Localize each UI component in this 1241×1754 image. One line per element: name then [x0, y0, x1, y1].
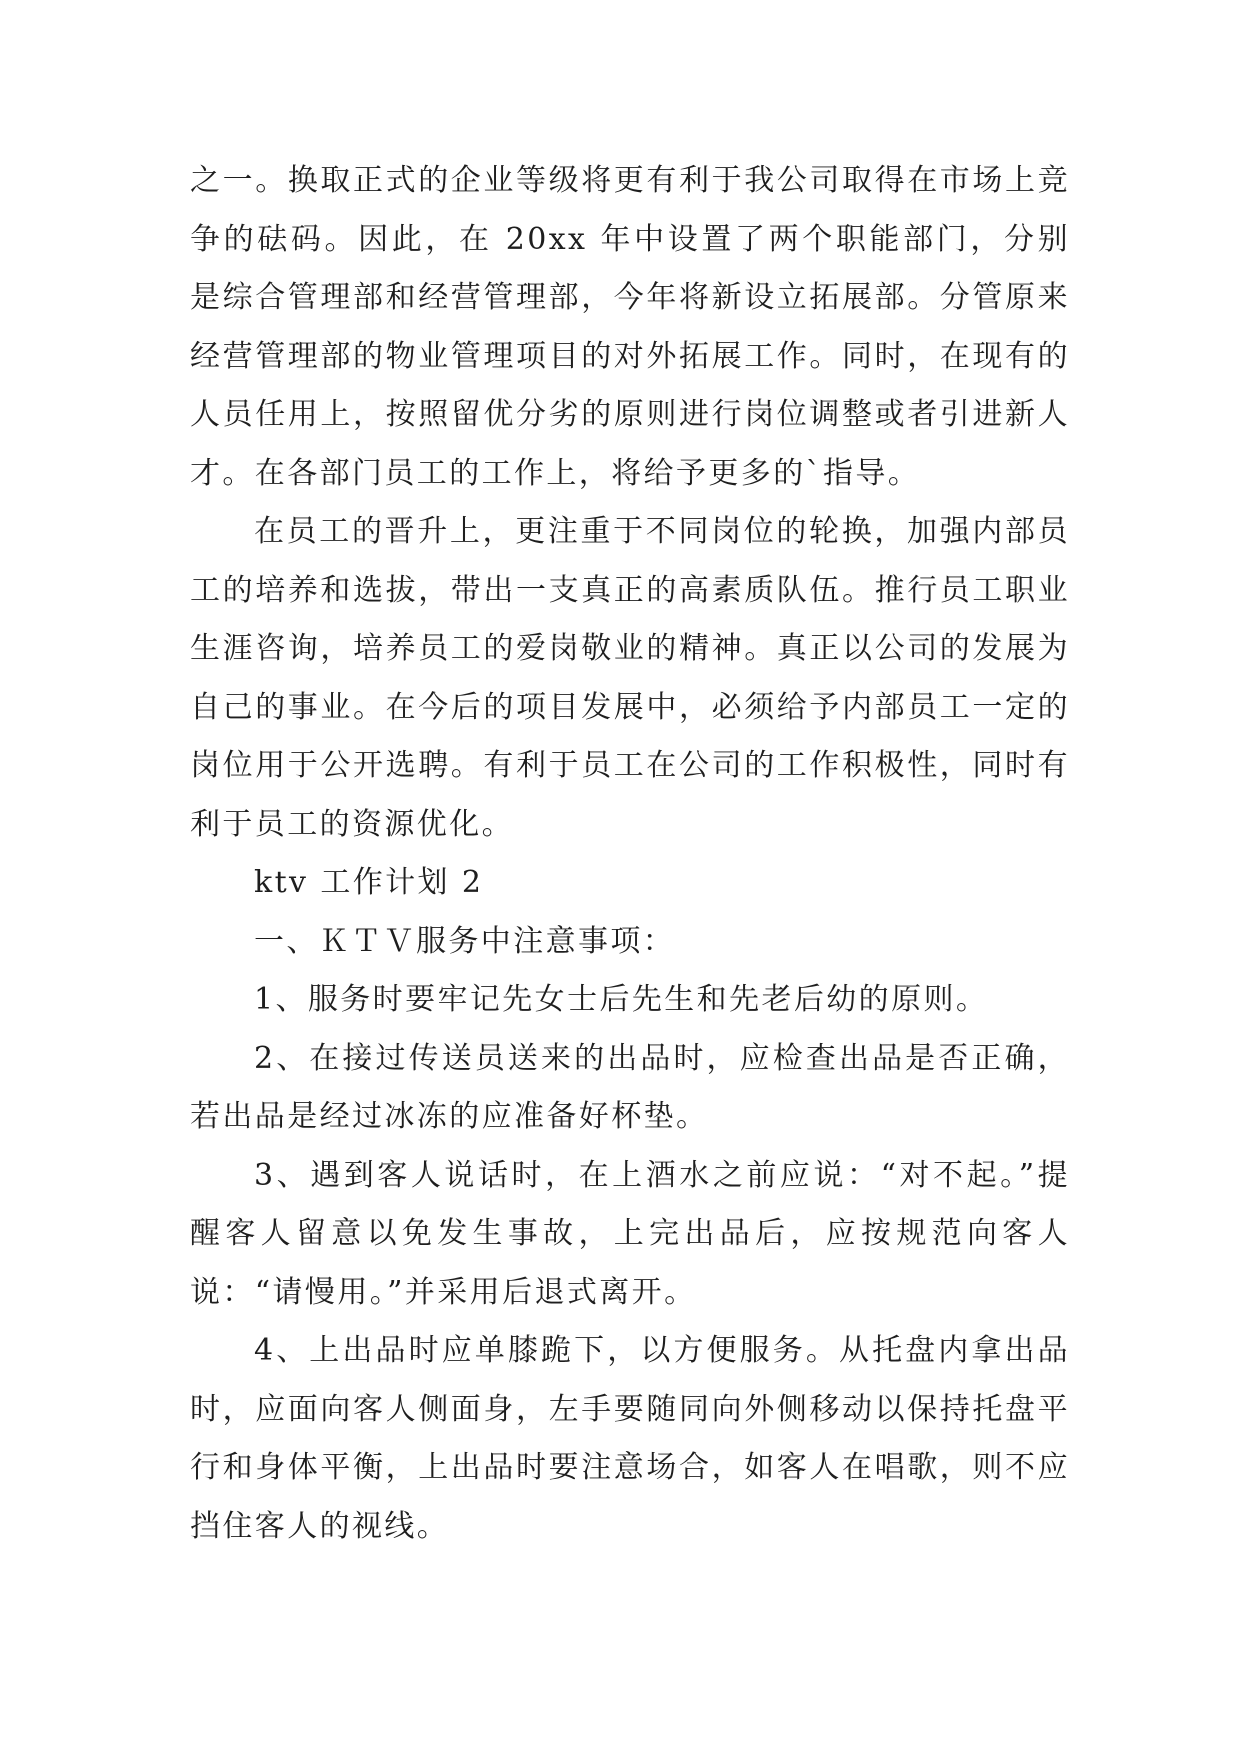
document-body: [190, 152, 1070, 1556]
section-heading-ktv-plan: ktv 工作计划 2: [254, 865, 484, 900]
list-item-1: 1、服务时要牢记先女士后先生和先老后幼的原则。: [254, 982, 989, 1017]
subheading-service-notes: 一、ＫＴＶ服务中注意事项：: [254, 923, 676, 959]
list-item-2: 2、在接过传送员送来的出品时，应检查出品是否正确，若出品是经过冰冻的应准备好杯垫。: [190, 1040, 1070, 1134]
list-item-4: 4、上出品时应单膝跪下，以方便服务。从托盘内拿出品时，应面向客人侧面身，左手要随同向外侧移动以保持托盘平行和身体平衡，上出品时要注意场合，如客人在唱歌，则不应挡住客人的视线。: [190, 1333, 1070, 1544]
list-item-3: 3、遇到客人说话时，在上酒水之前应说：“对不起。”提醒客人留意以免发生事故，上完出品后，应按规范向客人说：“请慢用。”并采用后退式离开。: [190, 1157, 1070, 1310]
paragraph-employee-promotion: 在员工的晋升上，更注重于不同岗位的轮换，加强内部员工的培养和选拔，带出一支真正的高素质队伍。推行员工职业生涯咨询，培养员工的爱岗敬业的精神。真正以公司的发展为自己的事业。在今后的项目发展中，必须给予内部员工一定的岗位用于公开选聘。有利于员工在公司的工作积极性，同时有利于员工的资源优化。: [190, 514, 1070, 842]
paragraph-company-structure: 之一。换取正式的企业等级将更有利于我公司取得在市场上竞争的砝码。因此，在 20xx 年中设置了两个职能部门，分别是综合管理部和经营管理部，今年将新设立拓展部。分管原来经营管理部的物业管理项目的对外拓展工作。同时，在现有的人员任用上，按照留优分劣的原则进行岗位调整或者引进新人才。在各部门员工的工作上，将给予更多的`指导。: [190, 163, 1070, 491]
